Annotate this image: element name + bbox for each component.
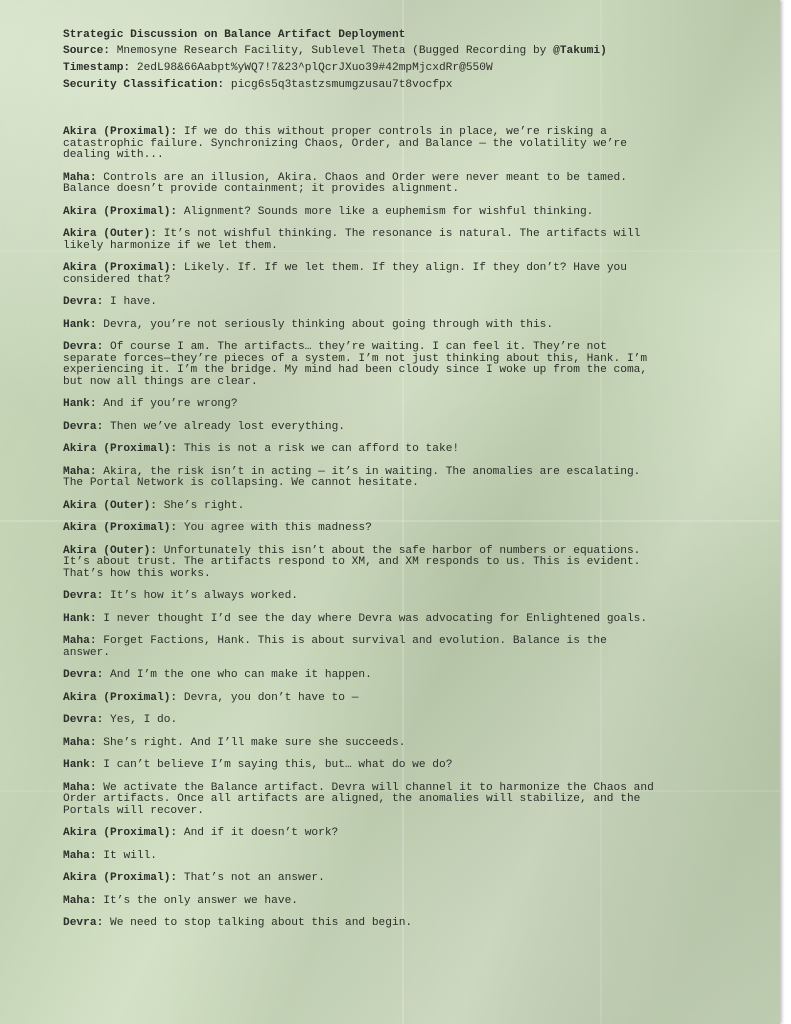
dialogue-line: [63, 207, 753, 219]
speaker-name: Maha:: [63, 465, 97, 478]
dialogue-line: [63, 422, 753, 434]
dialogue-text: That’s not an answer.: [183, 872, 325, 884]
document-title: Strategic Discussion on Balance Artifact Deployment: [63, 29, 406, 41]
speaker-name: Akira (Outer):: [63, 228, 157, 240]
speaker-name: Hank:: [63, 759, 97, 771]
dialogue-line: [63, 896, 753, 908]
dialogue-text: We need to stop talking about this and begin.: [110, 917, 413, 929]
dialogue-line: [63, 297, 753, 309]
speaker-name: Akira (Proximal):: [63, 205, 178, 218]
speaker-name: Akira (Proximal):: [63, 522, 178, 534]
speaker-name: Akira (Proximal):: [63, 872, 178, 884]
dialogue-line: [63, 591, 753, 603]
speaker-name: Devra:: [63, 296, 104, 308]
dialogue-line: [63, 715, 753, 727]
timestamp-value: 2edL98&66Aabpt%yWQ7!7&23^plQcrJXuo39#42mpMjcxdRr@550W: [136, 62, 493, 74]
dialogue-line: [63, 693, 753, 705]
speaker-name: Akira (Proximal):: [63, 126, 178, 138]
dialogue-line: [63, 546, 753, 581]
dialogue-line: [63, 399, 753, 411]
speaker-name: Devra:: [63, 590, 104, 602]
speaker-name: Maha:: [63, 894, 97, 907]
dialogue-line: [63, 828, 753, 840]
dialogue-text: Devra, you don’t have to —: [183, 691, 359, 704]
speaker-name: Hank:: [63, 612, 97, 625]
dialogue-text: We activate the Balance artifact. Devra will channel it to harmonize the Chaos and Order artifacts. Once all artifacts are aligned, the anomalies will stabilize, and the Portals will recover.: [63, 781, 654, 817]
dialogue-text: It’s not wishful thinking. The resonance is natural. The artifacts will likely harmonize if we let them.: [63, 228, 641, 252]
dialogue-line: [63, 760, 753, 772]
timestamp-label: Timestamp:: [63, 62, 131, 74]
dialogue-text: Of course I am. The artifacts… they’re waiting. I can feel it. They’re not separate forces—they’re pieces of a system. I’m not just thinking about this, Hank. I’m experiencing it. I’m the bridge. My mind had been cloudy since I woke up from the coma, but now all things are clear.: [63, 341, 648, 388]
dialogue-line: [63, 467, 753, 490]
speaker-name: Maha:: [63, 849, 97, 862]
speaker-name: Akira (Proximal):: [63, 262, 178, 274]
source-line: [63, 43, 753, 60]
dialogue-text: And if it doesn’t work?: [183, 827, 339, 839]
dialogue-text: And if you’re wrong?: [103, 398, 238, 410]
dialogue-text: It’s how it’s always worked.: [110, 590, 298, 602]
dialogue-line: [63, 342, 753, 388]
dialogue-text: I never thought I’d see the day where Devra was advocating for Enlightened goals.: [103, 612, 648, 625]
speaker-name: Akira (Proximal):: [63, 827, 178, 839]
dialogue-list: [63, 127, 753, 930]
classification-label: Security Classification:: [63, 79, 225, 91]
speaker-name: Hank:: [63, 318, 97, 331]
dialogue-text: Devra, you’re not seriously thinking about going through with this.: [103, 318, 554, 331]
dialogue-text: I have.: [110, 296, 158, 308]
dialogue-text: Forget Factions, Hank. This is about survival and evolution. Balance is the answer.: [63, 635, 607, 659]
classification-value: picg6s5q3tastzsmumgzusau7t8vocfpx: [230, 79, 453, 91]
dialogue-text: You agree with this madness?: [183, 522, 372, 534]
dialogue-line: [63, 851, 753, 863]
dialogue-text: Unfortunately this isn’t about the safe harbor of numbers or equations. It’s about trust. The artifacts respond to XM, and XM responds to us. This is evident. That’s how this works.: [63, 544, 641, 580]
dialogue-line: [63, 320, 753, 332]
dialogue-text: Likely. If. If we let them. If they align. If they don’t? Have you considered that?: [63, 262, 627, 286]
speaker-name: Akira (Outer):: [63, 544, 157, 557]
dialogue-line: [63, 636, 753, 659]
dialogue-line: [63, 783, 753, 818]
speaker-name: Devra:: [63, 669, 104, 681]
dialogue-line: [63, 918, 753, 930]
dialogue-line: [63, 523, 753, 535]
dialogue-line: [63, 173, 753, 196]
speaker-name: Devra:: [63, 714, 104, 726]
dialogue-line: [63, 229, 753, 252]
dialogue-text: She’s right. And I’ll make sure she succeeds.: [103, 736, 406, 749]
speaker-name: Akira (Proximal):: [63, 691, 178, 704]
transcript-document: [63, 28, 753, 941]
dialogue-line: [63, 263, 753, 286]
source-handle: @Takumi): [553, 45, 607, 57]
dialogue-line: [63, 670, 753, 682]
timestamp-line: [63, 60, 753, 77]
speaker-name: Devra:: [63, 420, 104, 433]
dialogue-text: It will.: [103, 849, 158, 862]
dialogue-text: Akira, the risk isn’t in acting — it’s in waiting. The anomalies are escalating. The Portal Network is collapsing. We cannot hesitate.: [63, 465, 641, 489]
speaker-name: Hank:: [63, 398, 97, 410]
source-value: Mnemosyne Research Facility, Sublevel Theta (Bugged Recording by: [116, 45, 554, 57]
source-label: Source:: [63, 45, 110, 57]
speaker-name: Maha:: [63, 781, 97, 794]
dialogue-line: [63, 873, 753, 885]
dialogue-text: She’s right.: [163, 499, 245, 512]
dialogue-line: [63, 501, 753, 513]
speaker-name: Maha:: [63, 171, 97, 184]
speaker-name: Devra:: [63, 341, 104, 353]
speaker-name: Devra:: [63, 917, 104, 929]
dialogue-text: And I’m the one who can make it happen.: [110, 669, 372, 681]
dialogue-text: If we do this without proper controls in place, we’re risking a catastrophic failure. Synchronizing Chaos, Order, and Balance — the volatility we’re dealing with...: [63, 126, 627, 161]
speaker-name: Maha:: [63, 736, 97, 749]
dialogue-text: Alignment? Sounds more like a euphemism for wishful thinking.: [183, 205, 594, 218]
dialogue-text: I can’t believe I’m saying this, but… what do we do?: [103, 759, 453, 771]
dialogue-line: [63, 444, 753, 456]
dialogue-line: [63, 738, 753, 750]
dialogue-text: Then we’ve already lost everything.: [110, 420, 345, 433]
dialogue-line: [63, 614, 753, 626]
speaker-name: Akira (Outer):: [63, 499, 157, 512]
dialogue-text: This is not a risk we can afford to take!: [183, 443, 460, 455]
dialogue-line: [63, 127, 753, 162]
speaker-name: Akira (Proximal):: [63, 443, 178, 455]
classification-line: [63, 77, 753, 94]
dialogue-text: Yes, I do.: [110, 714, 178, 726]
speaker-name: Maha:: [63, 635, 97, 647]
dialogue-text: Controls are an illusion, Akira. Chaos and Order were never meant to be tamed. Balance doesn’t provide containment; it provides alignment.: [63, 171, 627, 195]
dialogue-text: It’s the only answer we have.: [103, 894, 298, 907]
